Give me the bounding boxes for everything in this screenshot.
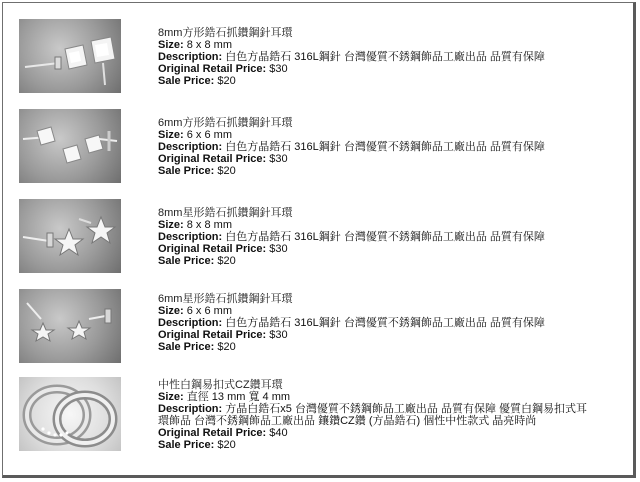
size-value: 8 x 8 mm [186, 39, 232, 51]
description-value: 白色方晶鋯石 316L鋼針 台灣優質不銹鋼飾品工廠出品 品質有保障 [225, 141, 545, 153]
product-list [2, 2, 636, 478]
size-label: Size: [158, 39, 184, 51]
product-item [3, 199, 623, 279]
size-label: Size: [158, 219, 184, 231]
size-value: 8 x 8 mm [186, 219, 232, 231]
star-cz-stud-earrings-icon [19, 199, 121, 273]
square-cz-stud-earrings-icon [19, 19, 121, 93]
original-price-label: Original Retail Price: [158, 329, 267, 341]
original-price-value: $30 [269, 329, 288, 341]
sale-price-value: $20 [217, 439, 236, 451]
original-price-value: $30 [269, 153, 288, 165]
original-price-label: Original Retail Price: [158, 153, 267, 165]
size-value: 6 x 6 mm [186, 305, 232, 317]
description-label: Description: [158, 51, 223, 63]
product-title: 6mm星形鋯石抓鑽鋼針耳環 [158, 293, 293, 305]
description-label: Description: [158, 403, 223, 415]
product-item [3, 19, 623, 99]
product-image[interactable] [19, 109, 121, 183]
product-item [3, 289, 623, 369]
sale-price-value: $20 [217, 165, 236, 177]
description-value: 白色方晶鋯石 316L鋼針 台灣優質不銹鋼飾品工廠出品 品質有保障 [225, 317, 545, 329]
hoop-huggie-earrings-icon [19, 377, 121, 451]
original-price-value: $30 [269, 63, 288, 75]
description-label: Description: [158, 231, 223, 243]
product-title: 8mm方形鋯石抓鑽鋼針耳環 [158, 27, 293, 39]
description-label: Description: [158, 317, 223, 329]
product-title: 8mm星形鋯石抓鑽鋼針耳環 [158, 207, 293, 219]
product-image[interactable] [19, 377, 121, 451]
product-image[interactable] [19, 289, 121, 363]
size-label: Size: [158, 129, 184, 141]
small-star-cz-stud-earrings-icon [19, 289, 121, 363]
original-price-value: $30 [269, 243, 288, 255]
description-value: 白色方晶鋯石 316L鋼針 台灣優質不銹鋼飾品工廠出品 品質有保障 [225, 231, 545, 243]
sale-price-value: $20 [217, 341, 236, 353]
sale-price-value: $20 [217, 255, 236, 267]
description-value: 方晶白鋯石x5 台灣優質不銹鋼飾品工廠出品 品質有保障 優質白鋼易扣式耳環飾品 台灣不銹鋼飾品工廠出品 鑲鑽CZ鑽 (方晶鋯石) 個性中性款式 晶亮時尚 [158, 403, 588, 427]
size-value: 直徑 13 mm 寬 4 mm [186, 391, 291, 403]
product-title: 6mm方形鋯石抓鑽鋼針耳環 [158, 117, 293, 129]
sale-price-label: Sale Price: [158, 439, 215, 451]
sale-price-label: Sale Price: [158, 341, 215, 353]
product-image[interactable] [19, 19, 121, 93]
size-value: 6 x 6 mm [186, 129, 232, 141]
original-price-label: Original Retail Price: [158, 63, 267, 75]
size-label: Size: [158, 391, 184, 403]
small-square-cz-stud-earrings-icon [19, 109, 121, 183]
product-item [3, 377, 623, 457]
original-price-label: Original Retail Price: [158, 427, 267, 439]
sale-price-label: Sale Price: [158, 75, 215, 87]
product-image[interactable] [19, 199, 121, 273]
original-price-label: Original Retail Price: [158, 243, 267, 255]
sale-price-label: Sale Price: [158, 255, 215, 267]
product-title: 中性白鋼易扣式CZ鑽耳環 [158, 379, 283, 391]
sale-price-label: Sale Price: [158, 165, 215, 177]
original-price-value: $40 [269, 427, 288, 439]
description-label: Description: [158, 141, 223, 153]
product-item [3, 109, 623, 189]
description-value: 白色方晶鋯石 316L鋼針 台灣優質不銹鋼飾品工廠出品 品質有保障 [225, 51, 545, 63]
sale-price-value: $20 [217, 75, 236, 87]
size-label: Size: [158, 305, 184, 317]
